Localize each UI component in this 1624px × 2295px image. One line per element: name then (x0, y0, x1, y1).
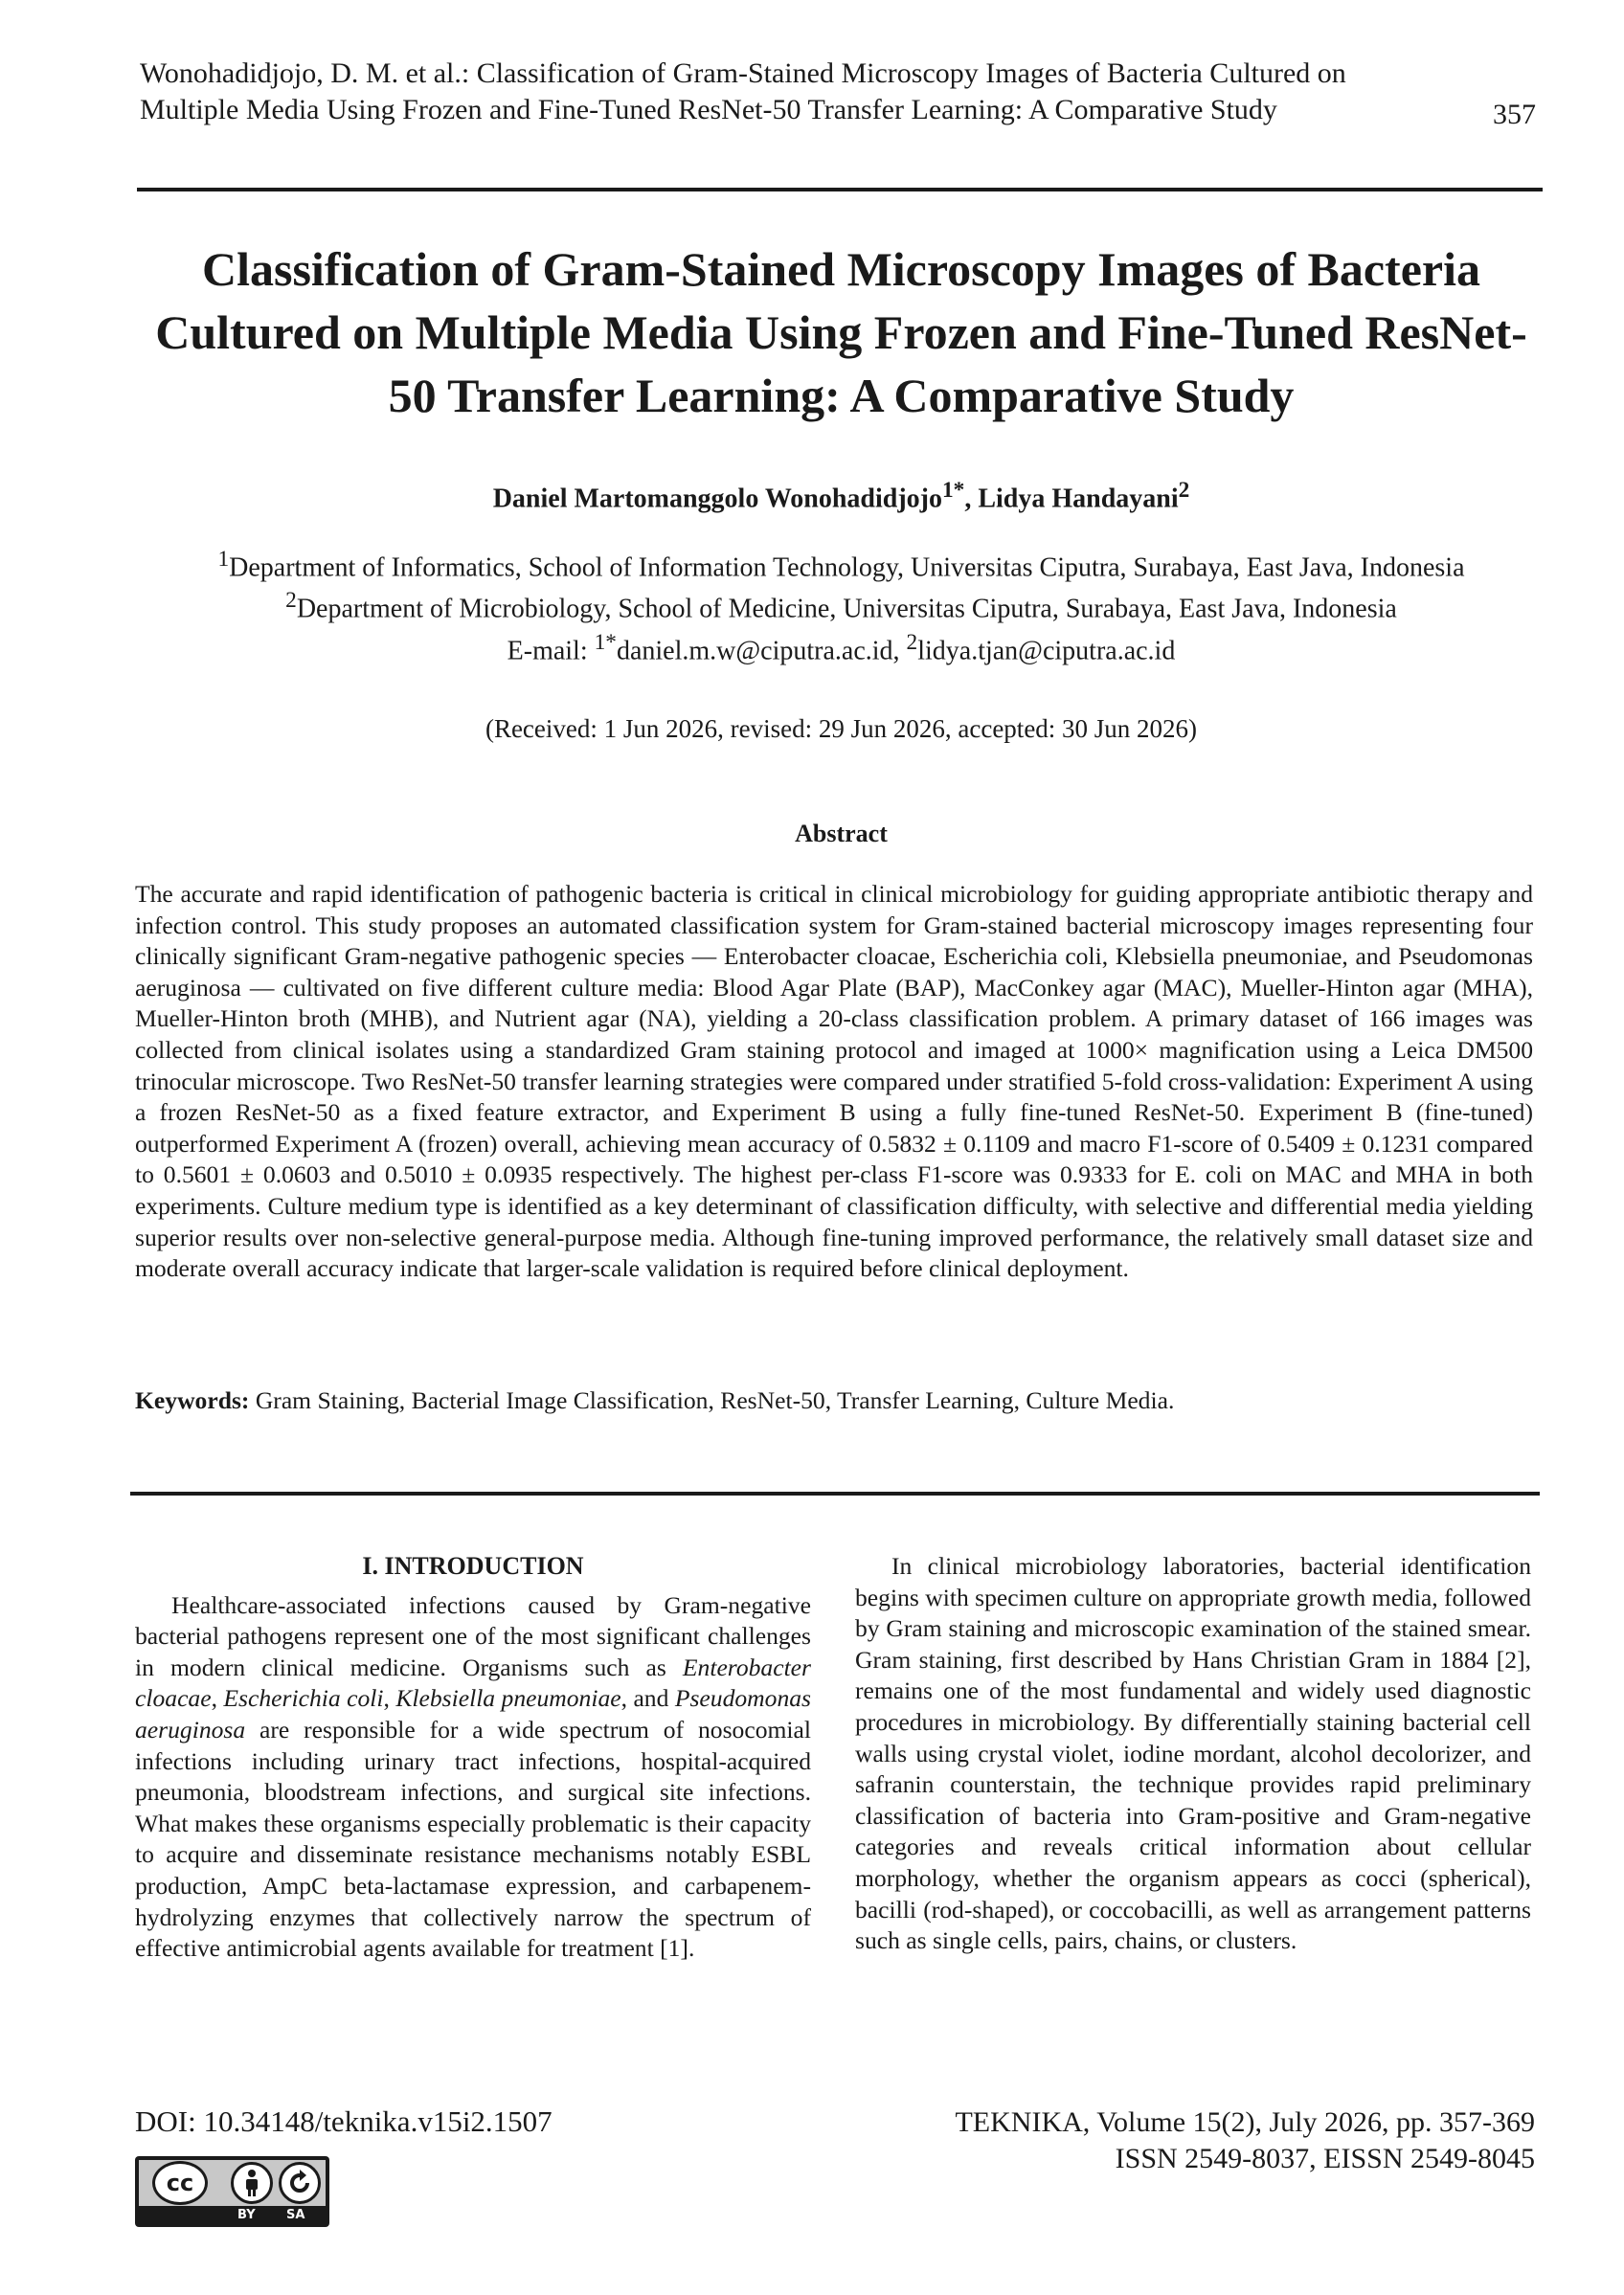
author-line (140, 473, 1543, 516)
person-icon (234, 2165, 270, 2201)
cc-badge-band (139, 2160, 326, 2206)
email-address: daniel.m.w@ciputra.ac.id, (616, 635, 907, 665)
species-name: Enterobacter cloacae (135, 1653, 811, 1713)
author-name: Daniel Martomanggolo Wonohadidjojo (492, 484, 942, 514)
affiliation-sup: 1 (217, 547, 230, 572)
keywords (135, 1385, 1533, 1416)
section-rule (130, 1492, 1540, 1496)
affiliations (140, 543, 1543, 667)
section-heading: I. INTRODUCTION (362, 1552, 584, 1580)
column-right (855, 1551, 1531, 1957)
email-sup: 2 (906, 629, 918, 655)
intro-paragraph-2: In clinical microbiology laboratories, bacterial identification begins with specimen culture on appropriate growth media, followed by Gram staining and microscopic examination of the stained smear. Gram staining, first described by Hans Christian Gram in 1884 [2], remains one of the most fundamental and widely used diagnostic procedures in microbiology. By differentially staining bacterial cell walls using crystal violet, iodine mordant, alcohol decolorizer, and safranin counterstain, the technique provides rapid preliminary classification of bacteria into Gram-positive and Gram-negative categories and reveals critical information about cellular morphology, whether the organism appears as cocci (spherical), bacilli (rod-shaped), or coccobacilli, as well as arrangement patterns such as single cells, pairs, chains, or clusters. (855, 1552, 1531, 1955)
running-header: Wonohadidjojo, D. M. et al.: Classification of Gram-Stained Microscopy Images of Bacteria Cultured on Multiple Media Using Frozen and Fine-Tuned ResNet-50 Transfer Learning: A Comparative Study (140, 57, 1346, 125)
share-alike-icon (279, 2162, 321, 2204)
page-number: 357 (1493, 99, 1536, 130)
email-sup: 1* (594, 629, 617, 655)
keywords-text: Gram Staining, Bacterial Image Classification, ResNet-50, Transfer Learning, Culture Media. (249, 1386, 1175, 1414)
journal-line: TEKNIKA, Volume 15(2), July 2026, pp. 357-369 (955, 2106, 1535, 2138)
author-sup: 2 (1178, 478, 1190, 503)
abstract-heading: Abstract (795, 820, 888, 847)
cc-icon: cc (152, 2161, 208, 2205)
affiliation-2 (140, 584, 1543, 625)
author-name: Lidya Handayani (978, 484, 1179, 514)
affiliation-sup: 2 (285, 588, 297, 614)
text-run: Healthcare-associated infections caused by Gram-negative bacterial pathogens represent one of the most significant challenges in modern clinical medicine. Organisms such as (135, 1590, 811, 1681)
affiliation-text: Department of Informatics, School of Information Technology, Universitas Ciputra, Surabaya, East Java, Indonesia (229, 552, 1465, 583)
abstract-text: The accurate and rapid identification of pathogenic bacteria is critical in clinical microbiology for guiding appropriate antibiotic therapy and infection control. This study proposes an automated classification system for Gram-stained bacterial microscopy images representing four clinically significant Gram-negative pathogenic species — Enterobacter cloacae, Escherichia coli, Klebsiella pneumoniae, and Pseudomonas aeruginosa — cultivated on five different culture media: Blood Agar Plate (BAP), MacConkey agar (MAC), Mueller-Hinton agar (MHA), Mueller-Hinton broth (MHB), and Nutrient agar (NA), yielding a 20-class classification problem. A primary dataset of 166 images was collected from clinical isolates using a standardized Gram staining protocol and imaged at 1000× magnification using a Leica DM500 trinocular microscope. Two ResNet-50 transfer learning strategies were compared under stratified 5-fold cross-validation: Experiment A using a frozen ResNet-50 as a fixed feature extractor, and Experiment B using a fully fine-tuned ResNet-50. Experiment B (fine-tuned) outperformed Experiment A (frozen) overall, achieving mean accuracy of 0.5832 ± 0.1109 and macro F1-score of 0.5409 ± 0.1231 compared to 0.5601 ± 0.0603 and 0.5010 ± 0.0935 respectively. The highest per-class F1-score was 0.9333 for E. coli on MAC and MHA in both experiments. Culture medium type is identified as a key determinant of classification difficulty, with selective and differential media yielding superior results over non-selective general-purpose media. Although fine-tuning improved performance, the relatively small dataset size and moderate overall accuracy indicate that larger-scale validation is required before clinical deployment. (135, 880, 1533, 1283)
email-address: lidya.tjan@ciputra.ac.id (917, 635, 1176, 665)
license-by-label: BY (237, 2208, 256, 2222)
species-name: Escherichia coli (223, 1684, 384, 1713)
cc-license-badge (135, 2156, 329, 2227)
intro-paragraph-1 (135, 1590, 811, 1965)
share-alike-arrow-icon (282, 2165, 318, 2201)
author-separator: , (964, 484, 979, 514)
keywords-label: Keywords: (135, 1386, 250, 1414)
text-run: , (211, 1684, 224, 1713)
column-left (135, 1551, 811, 1965)
issn-line: ISSN 2549-8037, EISSN 2549-8045 (1115, 2143, 1535, 2174)
journal-info (862, 2104, 1535, 2177)
received-dates: (Received: 1 Jun 2026, revised: 29 Jun 2026, accepted: 30 Jun 2026) (485, 714, 1198, 743)
text-run: , (383, 1684, 396, 1713)
author-sup: 1* (942, 478, 965, 503)
text-run: are responsible for a wide spectrum of nosocomial infections including urinary tract infections, hospital-acquired pneumonia, bloodstream infections, and surgical site infections. What makes these organisms especially problematic is their capacity to acquire and disseminate resistance mechanisms notably ESBL production, AmpC beta-lactamase expression, and carbapenem-hydrolyzing enzymes that collectively narrow the spectrum of effective antimicrobial agents available for treatment [1]. (135, 1715, 811, 1963)
header-rule (137, 188, 1543, 191)
text-run: , and (620, 1684, 675, 1713)
paper-title: Classification of Gram-Stained Microscopy Images of Bacteria Cultured on Multiple Media Using Frozen and Fine-Tuned ResNet-50 Transfer Learning: A Comparative Study (155, 242, 1527, 422)
attribution-icon (231, 2162, 273, 2204)
species-name: Pseudomonas aeruginosa (135, 1684, 812, 1744)
email-line (140, 626, 1543, 667)
affiliation-text: Department of Microbiology, School of Medicine, Universitas Ciputra, Surabaya, East Java, Indonesia (296, 594, 1397, 624)
license-sa-label: SA (286, 2208, 305, 2222)
species-name: Klebsiella pneumoniae (395, 1684, 621, 1713)
affiliation-1 (140, 543, 1543, 584)
doi: DOI: 10.34148/teknika.v15i2.1507 (135, 2104, 553, 2138)
email-label: E-mail: (507, 635, 595, 665)
